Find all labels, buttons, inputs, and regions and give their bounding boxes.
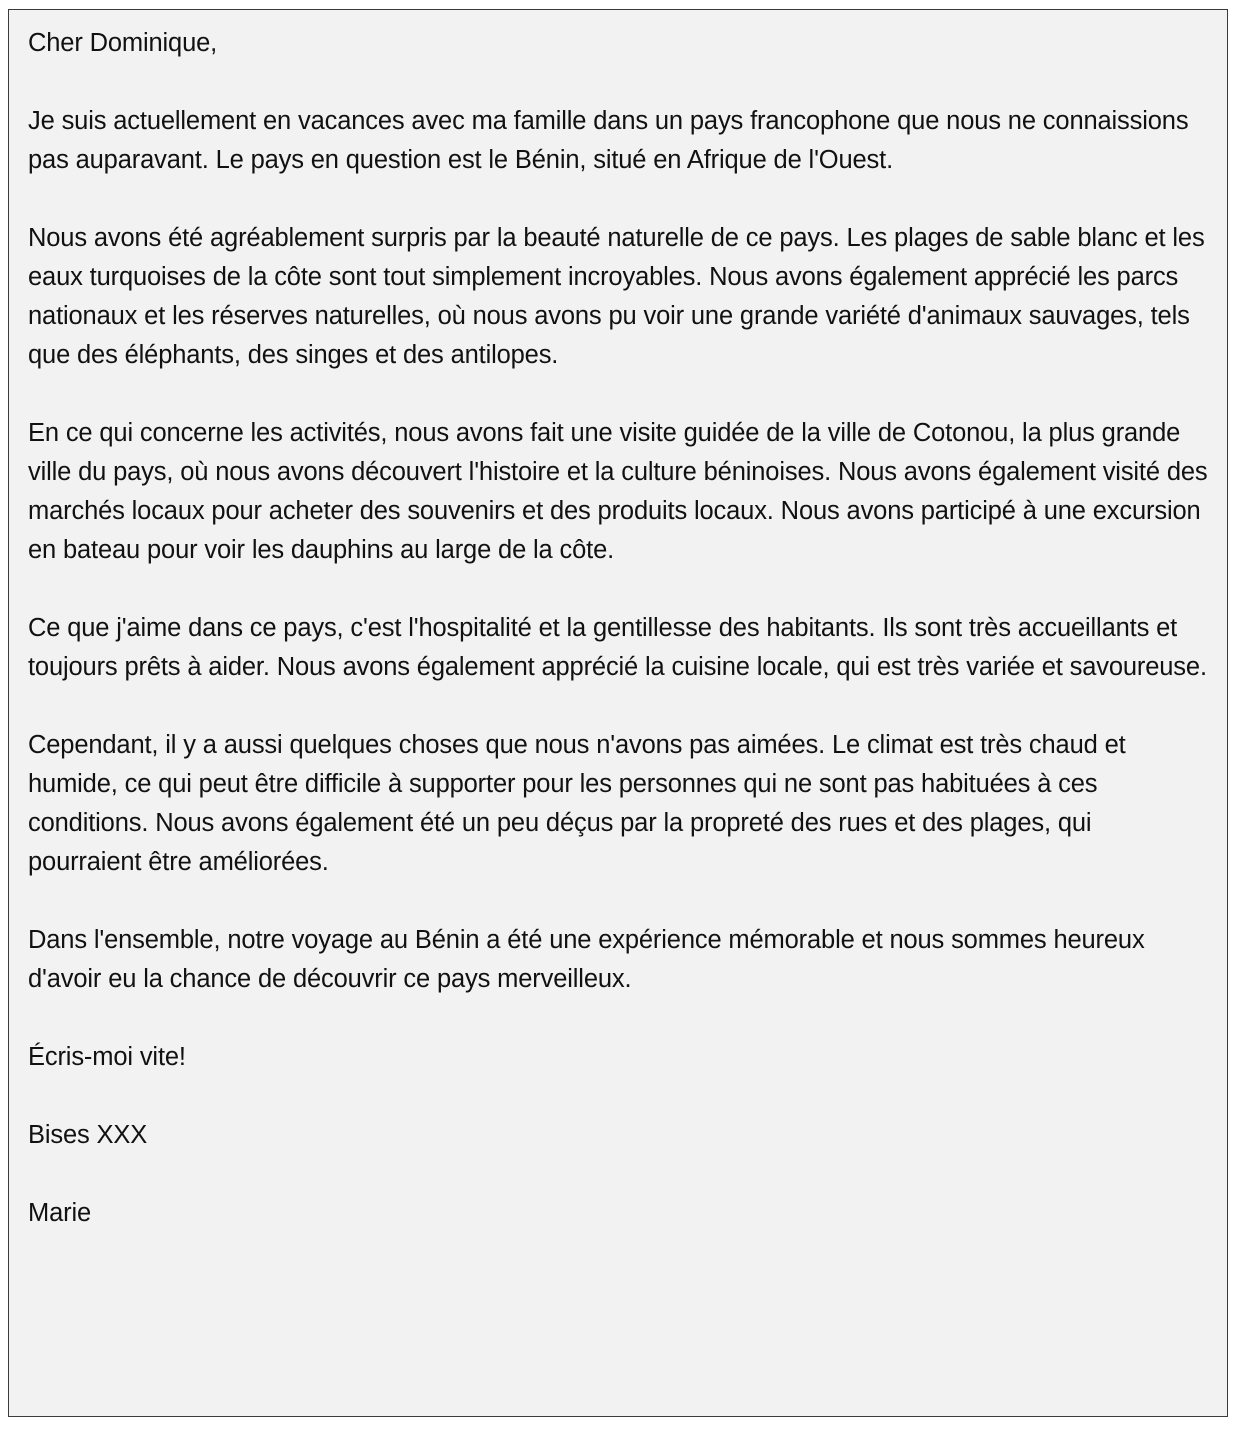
letter-paragraph: Cependant, il y a aussi quelques choses que nous n'avons pas aimées. Le climat est très chaud et humide, ce qui peut être difficile à supporter pour les personnes qui ne sont pas habituées à ces conditions. Nous avons également été un peu déçus par la propreté des rues et des plages, qui pourraient être améliorées. [28, 731, 1126, 876]
letter-paragraph: Dans l'ensemble, notre voyage au Bénin a été une expérience mémorable et nous sommes heureux d'avoir eu la chance de découvrir ce pays merveilleux. [28, 926, 1145, 993]
letter-paragraph: Ce que j'aime dans ce pays, c'est l'hospitalité et la gentillesse des habitants. Ils sont très accueillants et toujours prêts à aider. Nous avons également apprécié la cuisine locale, qui est très variée et savoureuse. [28, 614, 1207, 681]
letter-salutation: Cher Dominique, [28, 29, 218, 57]
letter-paragraph: Nous avons été agréablement surpris par la beauté naturelle de ce pays. Les plages de sable blanc et les eaux turquoises de la côte sont tout simplement incroyables. Nous avons également apprécié les parcs nationaux et les réserves naturelles, où nous avons pu voir une grande variété d'animaux sauvages, tels que des éléphants, des singes et des antilopes. [28, 224, 1205, 369]
letter-signature: Marie [28, 1199, 92, 1227]
letter-box [8, 9, 1228, 1417]
letter-paragraph: Je suis actuellement en vacances avec ma famille dans un pays francophone que nous ne connaissions pas auparavant. Le pays en question est le Bénin, situé en Afrique de l'Ouest. [28, 107, 1189, 174]
letter-closing-request: Écris-moi vite! [28, 1043, 186, 1071]
letter-sign-off: Bises XXX [28, 1121, 148, 1149]
letter-paragraph: En ce qui concerne les activités, nous avons fait une visite guidée de la ville de Cotonou, la plus grande ville du pays, où nous avons découvert l'histoire et la culture béninoises. Nous avons également visité des marchés locaux pour acheter des souvenirs et des produits locaux. Nous avons participé à une excursion en bateau pour voir les dauphins au large de la côte. [28, 419, 1208, 564]
